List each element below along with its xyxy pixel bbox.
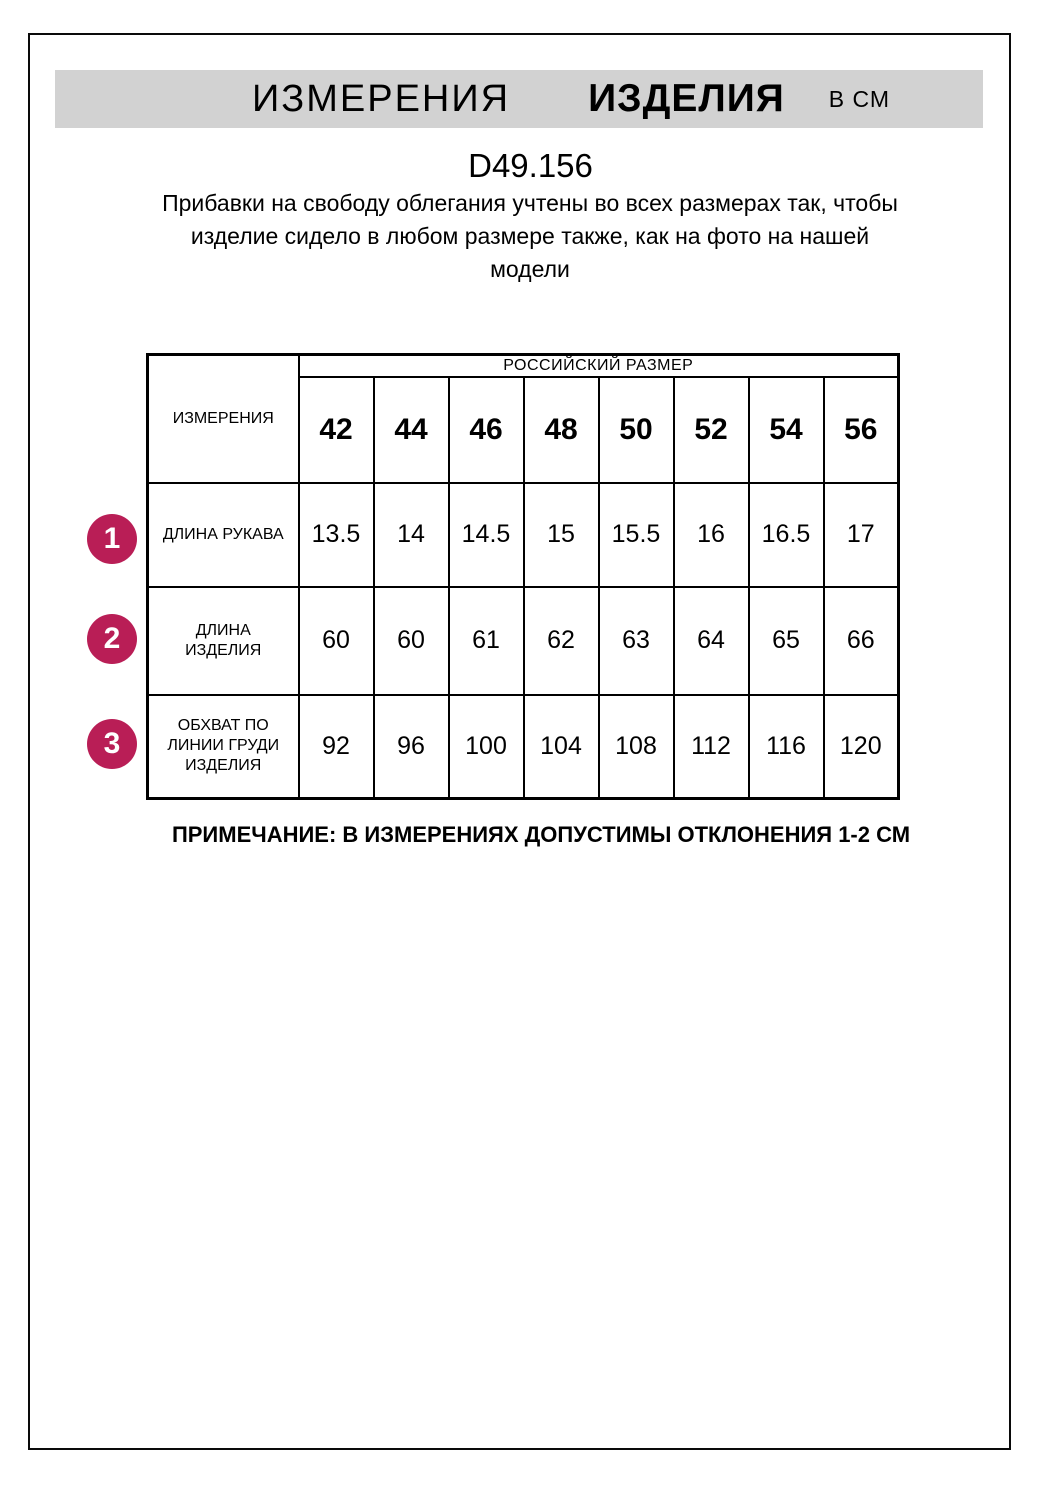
measurement-value: 61 [449, 587, 524, 695]
fit-description-line: изделие сидело в любом размере также, как на фото на нашей [190, 223, 870, 249]
measurement-value: 120 [824, 695, 899, 799]
measurement-value: 60 [374, 587, 449, 695]
measurement-value: 65 [749, 587, 824, 695]
size-table [146, 353, 900, 800]
table-row-item-length [148, 587, 899, 695]
table-row-sleeve-length [148, 483, 899, 587]
size-header: 46 [449, 377, 524, 483]
size-header: 50 [599, 377, 674, 483]
size-header: 44 [374, 377, 449, 483]
size-header: 54 [749, 377, 824, 483]
measurement-value: 63 [599, 587, 674, 695]
row-label-text: ОБХВАТ ПО ЛИНИИ ГРУДИ ИЗДЕЛИЯ [167, 717, 280, 775]
article-number: D49.156 [468, 147, 593, 184]
measurement-value: 64 [674, 587, 749, 695]
row-number-badge-2: 2 [87, 614, 137, 664]
size-header: 56 [824, 377, 899, 483]
size-group-header: РОССИЙСКИЙ РАЗМЕР [299, 355, 899, 377]
measurement-value: 13.5 [299, 483, 374, 587]
row-label-text: ДЛИНА ИЗДЕЛИЯ [185, 621, 262, 659]
measurement-value: 17 [824, 483, 899, 587]
header-title-product: ИЗДЕЛИЯ [588, 77, 785, 120]
measurement-value: 112 [674, 695, 749, 799]
fit-description-line: Прибавки на свободу облегания учтены во всех размерах так, чтобы [162, 190, 898, 216]
table-row-chest-girth [148, 695, 899, 799]
measurement-value: 16 [674, 483, 749, 587]
header-unit-label: В СМ [828, 85, 891, 112]
fit-description [130, 187, 930, 286]
row-label-text: ДЛИНА РУКАВА [162, 525, 284, 543]
size-header: 42 [299, 377, 374, 483]
measurement-value: 100 [449, 695, 524, 799]
size-header: 52 [674, 377, 749, 483]
measurement-value: 116 [749, 695, 824, 799]
page-header [55, 70, 983, 128]
row-number-badge-3: 3 [87, 719, 137, 769]
measurement-value: 14.5 [449, 483, 524, 587]
measurement-value: 15.5 [599, 483, 674, 587]
header-title-measurements: ИЗМЕРЕНИЯ [251, 77, 511, 120]
measurement-value: 96 [374, 695, 449, 799]
measurement-value: 104 [524, 695, 599, 799]
measurement-value: 16.5 [749, 483, 824, 587]
measurement-value: 14 [374, 483, 449, 587]
measurement-value: 60 [299, 587, 374, 695]
tolerance-note: ПРИМЕЧАНИЕ: В ИЗМЕРЕНИЯХ ДОПУСТИМЫ ОТКЛОНЕНИЯ 1-2 СМ [171, 822, 911, 847]
table-row-size-group [148, 355, 899, 377]
measurement-value: 92 [299, 695, 374, 799]
measurement-value: 108 [599, 695, 674, 799]
row-label [148, 695, 299, 799]
row-label [148, 587, 299, 695]
row-label [148, 483, 299, 587]
fit-description-line: модели [490, 256, 570, 282]
size-header: 48 [524, 377, 599, 483]
measurement-value: 62 [524, 587, 599, 695]
table-corner-header: ИЗМЕРЕНИЯ [148, 355, 299, 483]
measurement-value: 15 [524, 483, 599, 587]
row-number-badge-1: 1 [87, 514, 137, 564]
measurement-value: 66 [824, 587, 899, 695]
